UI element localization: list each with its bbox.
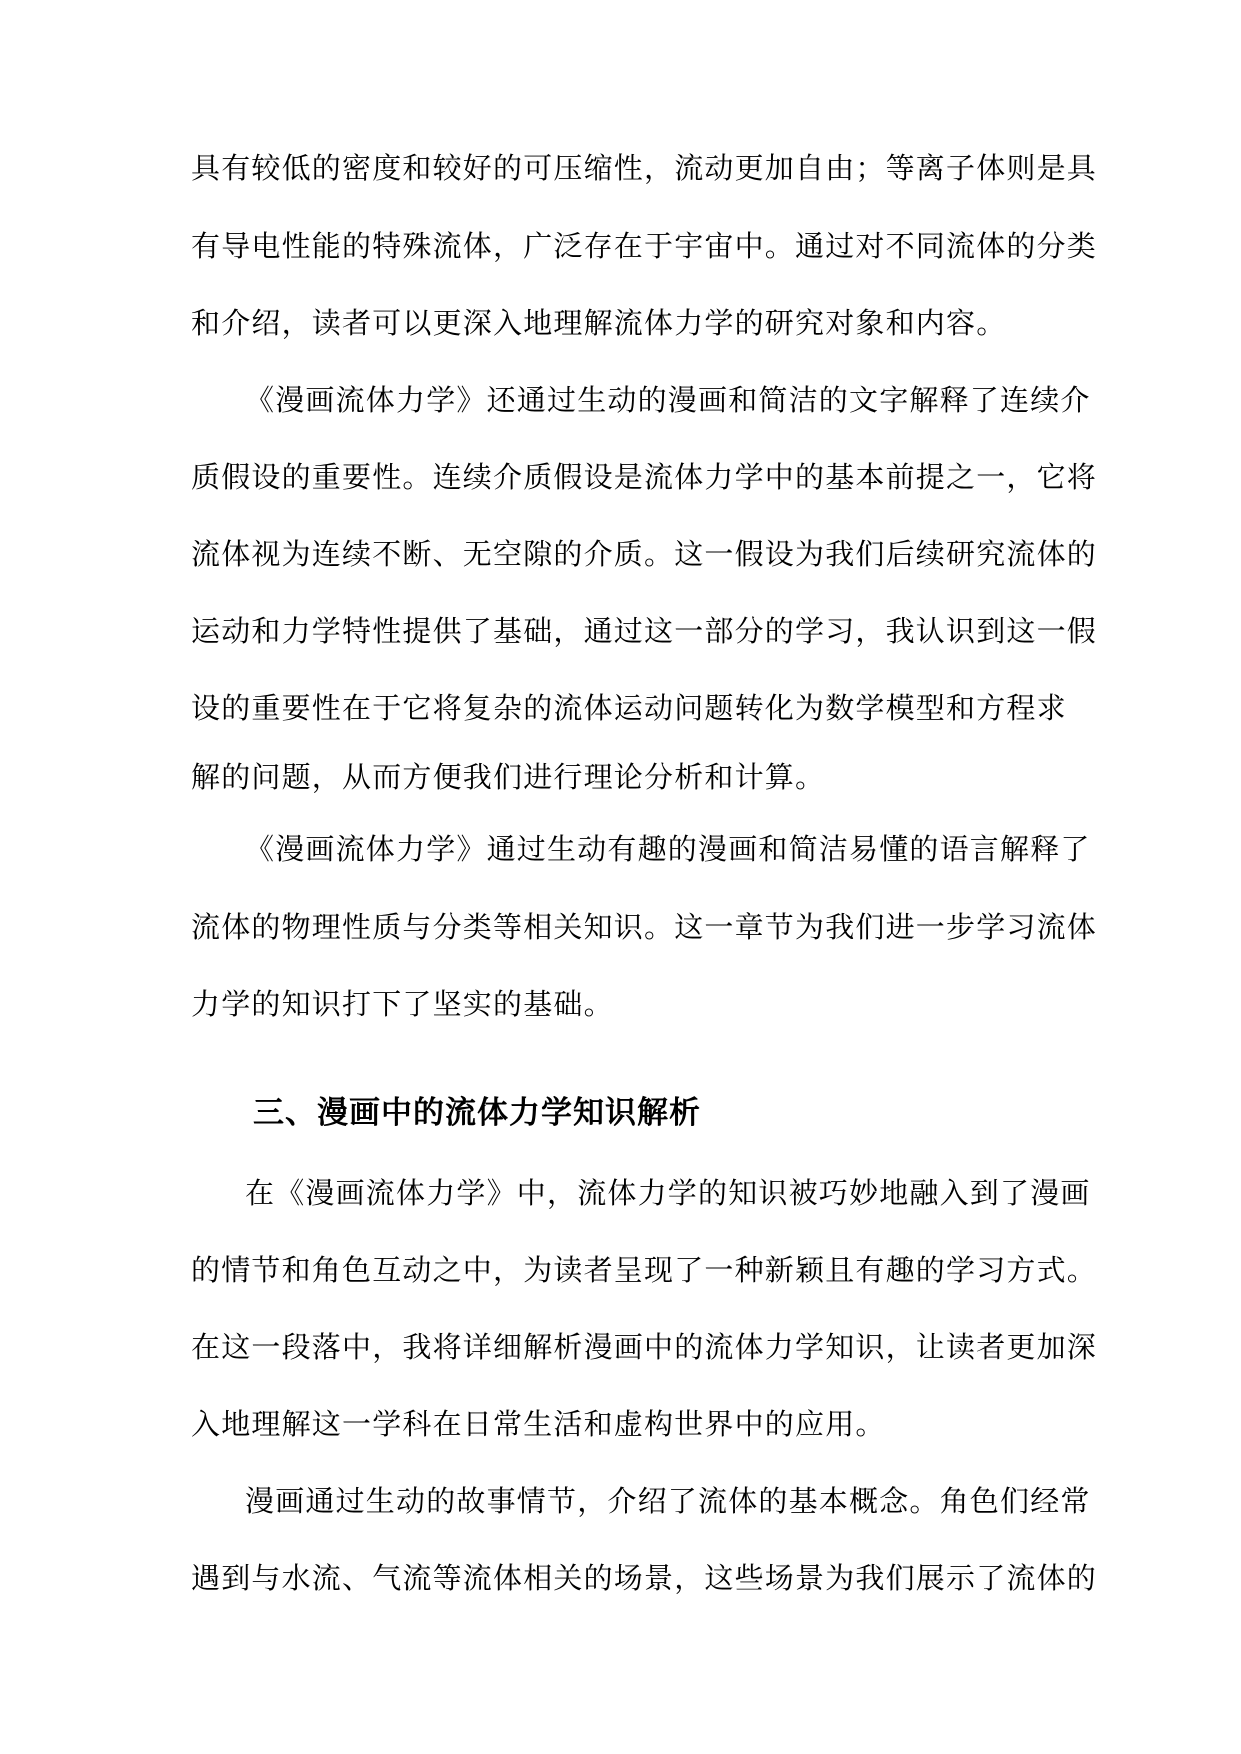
text-line: 具有较低的密度和较好的可压缩性，流动更加自由；等离子体则是具 bbox=[191, 151, 1098, 185]
text-line: 和介绍，读者可以更深入地理解流体力学的研究对象和内容。 bbox=[191, 306, 1007, 340]
text-line: 漫画通过生动的故事情节，介绍了流体的基本概念。角色们经常 bbox=[245, 1484, 1091, 1518]
text-line: 力学的知识打下了坚实的基础。 bbox=[191, 987, 614, 1021]
text-line: 质假设的重要性。连续介质假设是流体力学中的基本前提之一，它将 bbox=[191, 460, 1098, 494]
section-heading: 三、漫画中的流体力学知识解析 bbox=[253, 1095, 701, 1131]
text-line: 解的问题，从而方便我们进行理论分析和计算。 bbox=[191, 760, 826, 794]
text-line: 在这一段落中，我将详细解析漫画中的流体力学知识，让读者更加深 bbox=[191, 1330, 1098, 1364]
text-line: 遇到与水流、气流等流体相关的场景，这些场景为我们展示了流体的 bbox=[191, 1561, 1098, 1595]
text-line: 入地理解这一学科在日常生活和虚构世界中的应用。 bbox=[191, 1407, 886, 1441]
text-line: 流体的物理性质与分类等相关知识。这一章节为我们进一步学习流体 bbox=[191, 910, 1098, 944]
text-line: 有导电性能的特殊流体，广泛存在于宇宙中。通过对不同流体的分类 bbox=[191, 229, 1098, 263]
text-line: 设的重要性在于它将复杂的流体运动问题转化为数学模型和方程求 bbox=[191, 691, 1067, 725]
text-line: 运动和力学特性提供了基础，通过这一部分的学习，我认识到这一假 bbox=[191, 614, 1098, 648]
text-line: 在《漫画流体力学》中，流体力学的知识被巧妙地融入到了漫画 bbox=[245, 1176, 1091, 1210]
text-line: 流体视为连续不断、无空隙的介质。这一假设为我们后续研究流体的 bbox=[191, 537, 1098, 571]
text-line: 《漫画流体力学》还通过生动的漫画和简洁的文字解释了连续介 bbox=[245, 383, 1091, 417]
text-line: 《漫画流体力学》通过生动有趣的漫画和简洁易懂的语言解释了 bbox=[245, 832, 1091, 866]
text-line: 的情节和角色互动之中，为读者呈现了一种新颖且有趣的学习方式。 bbox=[191, 1253, 1098, 1287]
